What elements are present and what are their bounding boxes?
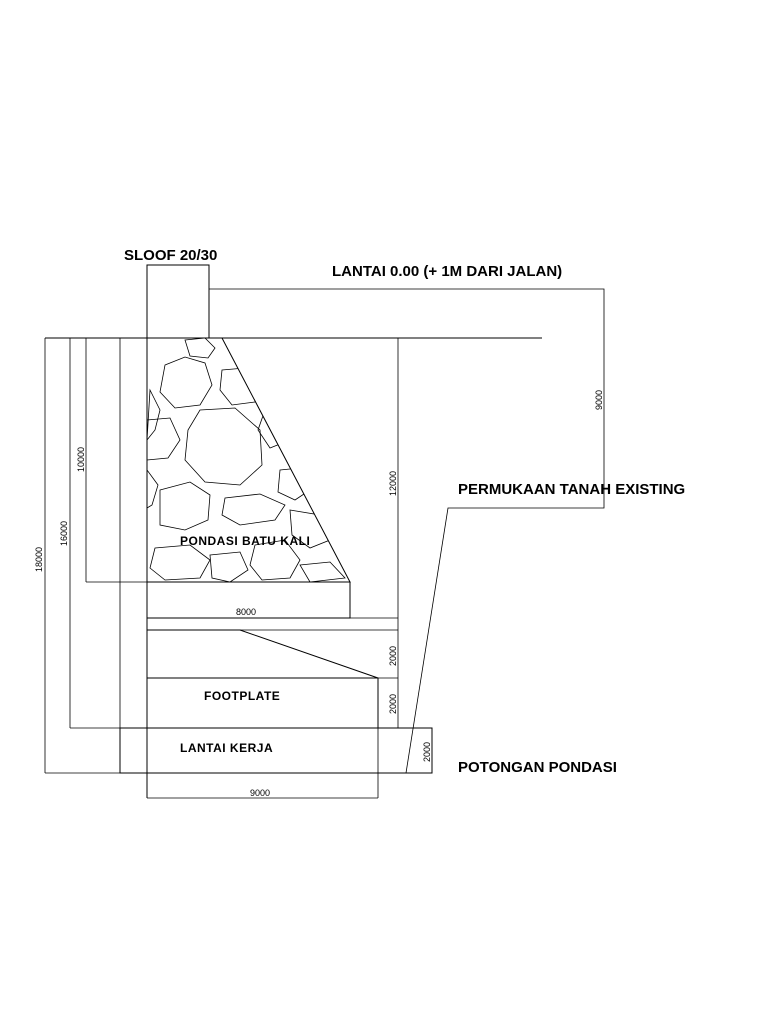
sloof-beam <box>147 265 209 338</box>
right-dimensions <box>147 338 432 798</box>
stone-foundation-label: PONDASI BATU KALI <box>180 534 311 548</box>
dim-12000: 12000 <box>388 470 398 496</box>
dim-18000: 18000 <box>34 546 44 572</box>
existing-ground-label: PERMUKAAN TANAH EXISTING <box>458 481 686 498</box>
dim-9000-bottom: 9000 <box>250 788 271 798</box>
dim-8000: 8000 <box>236 607 257 617</box>
dim-2000-b: 2000 <box>388 693 398 714</box>
left-dimensions <box>45 338 147 773</box>
dim-2000-a: 2000 <box>388 645 398 666</box>
sloof-label: SLOOF 20/30 <box>124 247 218 264</box>
lean-concrete-layer <box>120 728 432 773</box>
dim-10000: 10000 <box>76 446 86 472</box>
lean-concrete-label: LANTAI KERJA <box>180 741 274 755</box>
footplate-label: FOOTPLATE <box>204 689 281 703</box>
footplate-taper <box>147 630 378 678</box>
dim-2000-c: 2000 <box>422 741 432 762</box>
section-title: POTONGAN PONDASI <box>458 759 617 776</box>
footplate <box>147 678 378 728</box>
floor-level-label: LANTAI 0.00 (+ 1M DARI JALAN) <box>332 263 563 280</box>
dim-16000: 16000 <box>59 520 69 546</box>
dim-9000-right: 9000 <box>594 389 604 410</box>
